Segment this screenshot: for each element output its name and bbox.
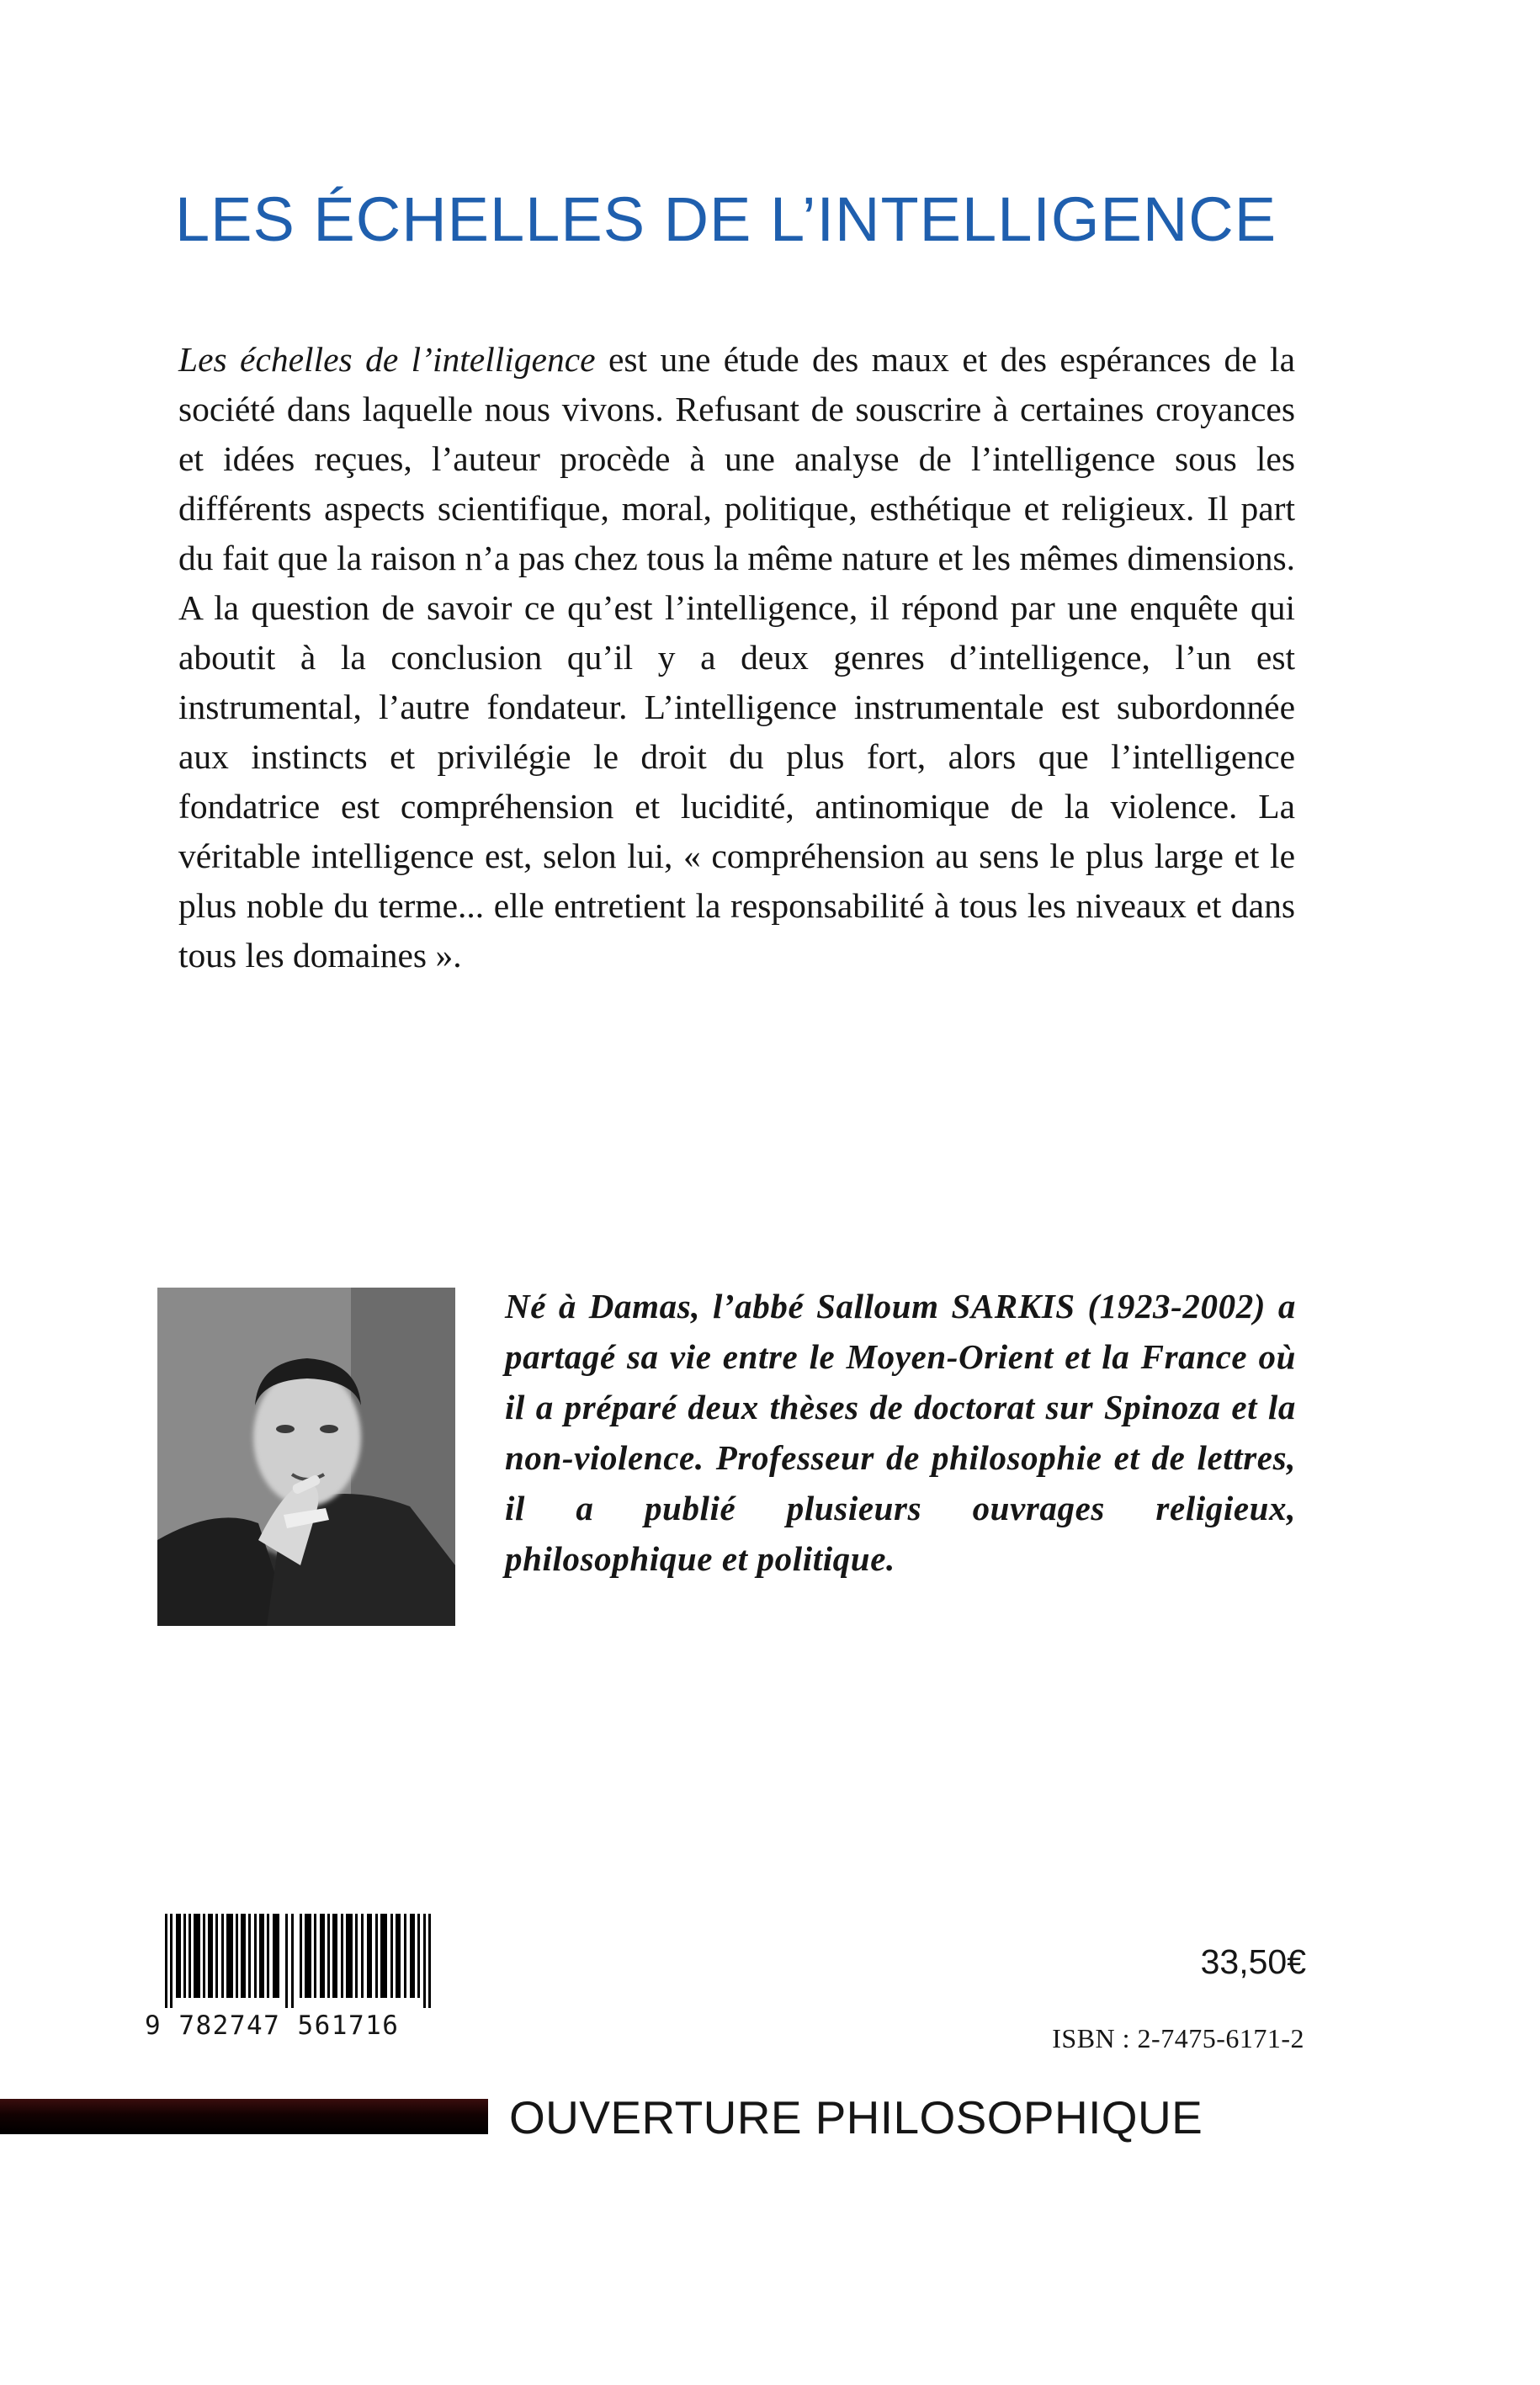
book-title: LES ÉCHELLES DE L’INTELLIGENCE [175,184,1277,254]
author-portrait-icon [157,1288,455,1626]
price: 33,50€ [1200,1942,1306,1981]
barcode-icon [165,1914,431,2008]
isbn: ISBN : 2-7475-6171-2 [1052,2023,1304,2053]
isbn-barcode [145,1914,433,2045]
author-bio: Né à Damas, l’abbé Salloum SARKIS (1923-2002) a partagé sa vie entre le Moyen-Orient et la France où il a préparé deux thèses de doctorat sur Spinoza et la non-violence. Professeur de philosophie et de lettres, il a publié plusieurs ouvrages religieux, philosophique et politique. [505,1287,1296,1578]
footer-bar [0,2099,488,2134]
book-blurb [178,335,1295,980]
series-name: OUVERTURE PHILOSOPHIQUE [509,2091,1203,2143]
blurb-text: est une étude des maux et des espérances de la société dans laquelle nous vivons. Refusant de souscrire à certaines croyances et idées reçues, l’auteur procède à une analyse de l’intelligence sous les différents aspects scientifique, moral, politique, esthétique et religieux. Il part du fait que la raison n’a pas chez tous la même nature et les mêmes dimensions. A la question de savoir ce qu’est l’intelligence, il répond par une enquête qui aboutit à la conclusion qu’il y a deux genres d’intelligence, l’un est instrumental, l’autre fondateur. L’intelligence instrumentale est subordonnée aux instincts et privilégie le droit du plus fort, alors que l’intelligence fondatrice est compréhension et lucidité, antinomique de la violence. La véritable intelligence est, selon lui, « compréhension au sens le plus large et le plus noble du terme... elle entretient la responsabilité à tous les niveaux et dans tous les domaines ». [178,340,1295,975]
barcode-digits: 9 782747 561716 [145,2011,400,2041]
author-photo [157,1288,455,1626]
blurb-book-title: Les échelles de l’intelligence [178,340,596,379]
